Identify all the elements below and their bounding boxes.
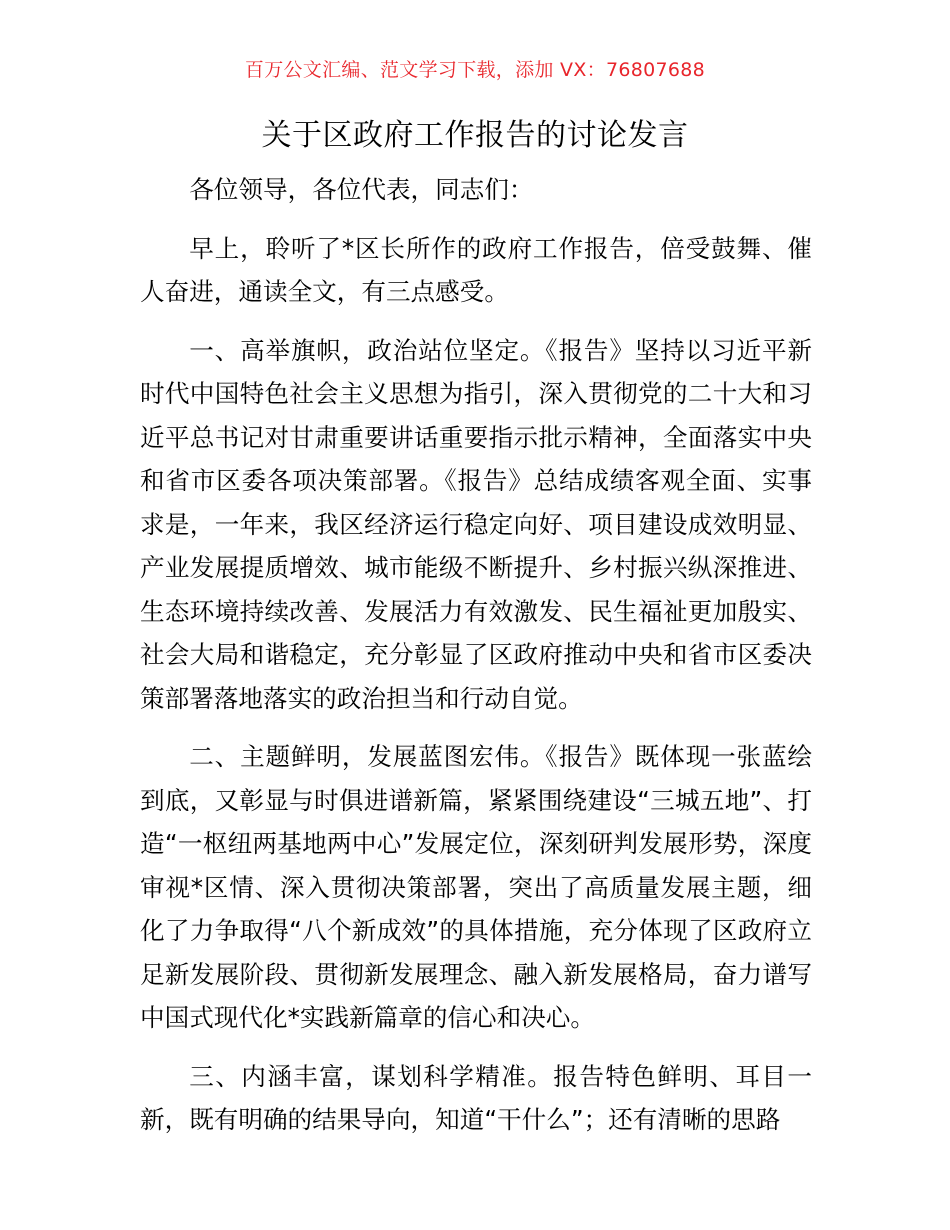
paragraph-salutation: 各位领导，各位代表，同志们： (189, 175, 534, 204)
paragraph-point-one: 一、高举旗帜，政治站位坚定。《报告》坚持以习近平新时代中国特色社会主义思想为指引，深入贯彻党的二十大和习近平总书记对甘肃重要讲话重要指示批示精神，全面落实中央和省市区委各项决策部署。《报告》总结成绩客观全面、实事求是，一年来，我区经济运行稳定向好、项目建设成效明显、产业发展提质增效、城市能级不断提升、乡村振兴纵深推进、生态环境持续改善、发展活力有效激发、民生福祉更加殷实、社会大局和谐稳定，充分彰显了区政府推动中央和省市区委决策部署落地落实的政治担当和行动自觉。 (140, 335, 812, 713)
paragraph-point-three: 三、内涵丰富，谋划科学精准。报告特色鲜明、耳目一新，既有明确的结果导向，知道“干什么”；还有清晰的思路 (140, 1061, 812, 1134)
paragraph-point-two: 二、主题鲜明，发展蓝图宏伟。《报告》既体现一张蓝绘到底，又彰显与时俱进谱新篇，紧紧围绕建设“三城五地”、打造“一枢纽两基地两中心”发展定位，深刻研判发展形势，深度审视*区情、深入贯彻决策部署，突出了高质量发展主题，细化了力争取得“八个新成效”的具体措施，充分体现了区政府立足新发展阶段、贯彻新发展理念、融入新发展格局，奋力谱写中国式现代化*实践新篇章的信心和决心。 (140, 742, 812, 1032)
document-body (140, 168, 812, 1142)
header-banner: 百万公文汇编、范文学习下载，添加 VX：76807688 (244, 59, 706, 81)
document-title: 关于区政府工作报告的讨论发言 (261, 118, 689, 153)
paragraph-intro: 早上，聆听了*区长所作的政府工作报告，倍受鼓舞、催人奋进，通读全文，有三点感受。 (140, 233, 812, 306)
